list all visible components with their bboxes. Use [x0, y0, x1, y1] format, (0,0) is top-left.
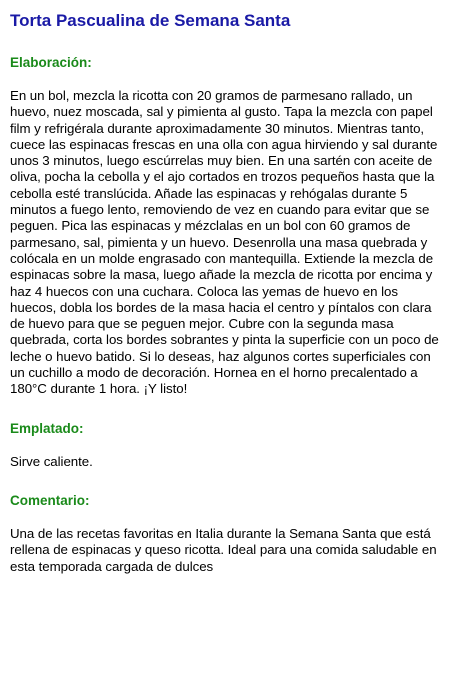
section-body-emplatado: Sirve caliente.	[10, 453, 93, 469]
section-heading-emplatado: Emplatado:	[10, 420, 84, 436]
section-elaboracion	[10, 54, 444, 398]
section-body-elaboracion: En un bol, mezcla la ricotta con 20 gramos de parmesano rallado, un huevo, nuez moscada, sal y pimienta al gusto. Tapa la mezcla con papel film y refrigérala durante aproximadamente 30 minutos. Mientras tanto, cuece las espinacas frescas en una olla con agua hirviendo y sal durante unos 3 minutos, luego escúrrelas muy bien. En una sartén con aceite de oliva, pocha la cebolla y el ajo cortados en trozos pequeños hasta que la cebolla esté translúcida. Añade las espinacas y rehógalas durante 5 minutos a fuego lento, removiendo de vez en cuando para evitar que se peguen. Pica las espinacas y mézclalas en un bol con 60 gramos de parmesano, sal, pimienta y un huevo. Desenrolla una masa quebrada y colócala en un molde engrasado con mantequilla. Extiende la mezcla de espinacas sobre la masa, luego añade la mezcla de ricotta por encima y haz 4 huecos con una cuchara. Coloca las yemas de huevo en los huecos, dobla los bordes de la masa hacia el centro y píntalos con clara de huevo para que se peguen mejor. Cubre con la segunda masa quebrada, corta los bordes sobrantes y pinta la superficie con un poco de leche o huevo batido. Si lo deseas, haz algunos cortes superficiales con un cuchillo a modo de decoración. Hornea en el horno precalentado a 180°C durante 1 hora. ¡Y listo!	[10, 88, 439, 397]
section-heading-comentario: Comentario:	[10, 492, 90, 508]
section-heading-elaboracion: Elaboración:	[10, 55, 92, 70]
section-comentario	[10, 492, 444, 575]
recipe-title: Torta Pascualina de Semana Santa	[10, 11, 291, 30]
section-emplatado	[10, 420, 444, 470]
section-body-comentario: Una de las recetas favoritas en Italia durante la Semana Santa que está rellena de espinacas y queso ricotta. Ideal para una comida saludable en esta temporada cargada de dulces	[10, 525, 437, 574]
